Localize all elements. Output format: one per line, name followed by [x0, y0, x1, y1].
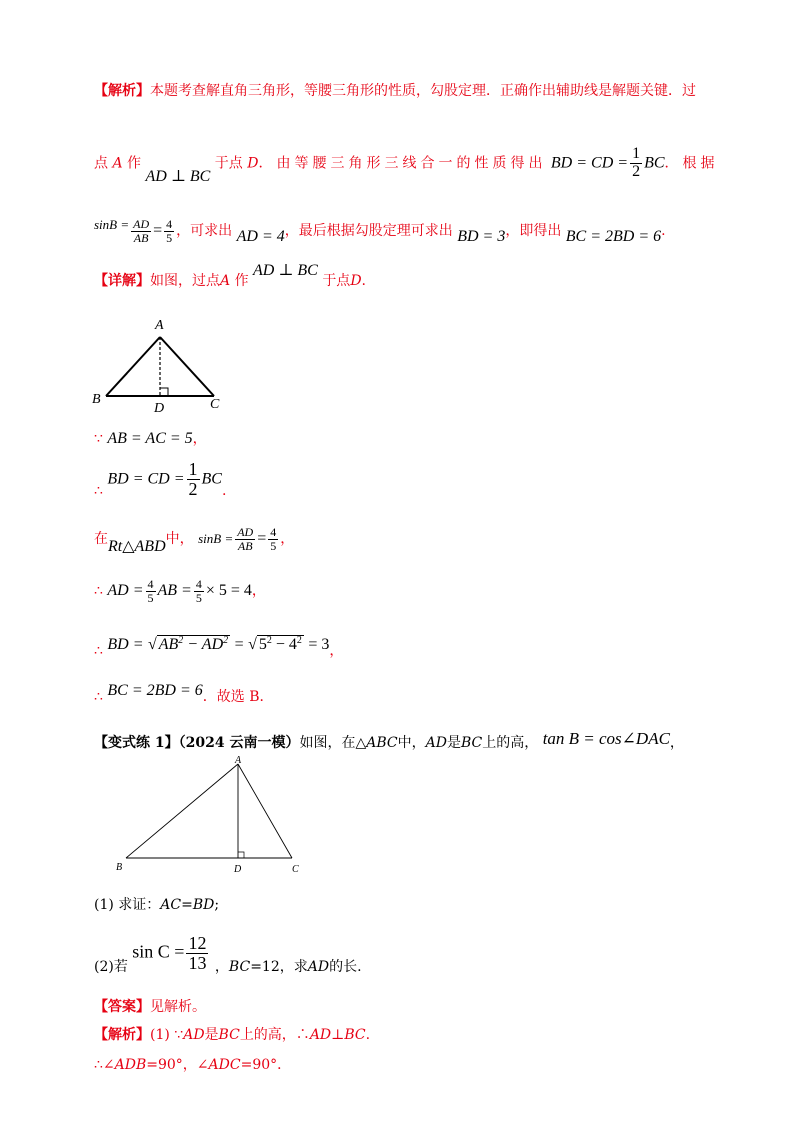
question-2: (2)若 sin C = $\frac{12}{13}$ ，BC=12，求AD的长.	[94, 933, 362, 976]
variant-tag: 【变式练 1】	[94, 735, 179, 751]
step-5: ∴ BD = √ $AB^2 - AD^2$ = √ $5^2 - 4^2 = 3$，	[94, 635, 344, 659]
answer-tag: 【答案】	[94, 999, 150, 1015]
label-a: A	[235, 755, 242, 766]
step-3: 在Rt△ABD中， sinB = $\frac{AD}{AB}$ = $\frac{4}{5}$ ，	[94, 525, 295, 556]
question-1: (1) 求证：AC=BD;	[94, 897, 220, 913]
side-ab	[106, 337, 160, 396]
right-angle-mark	[238, 852, 244, 858]
label-a: A	[155, 318, 164, 333]
fraction-half: $\frac{1}{2}$	[632, 145, 641, 180]
label-b: B	[116, 862, 123, 873]
label-b: B	[92, 392, 101, 407]
side-ab	[126, 764, 238, 858]
side-ac	[160, 337, 214, 396]
step-2: ∴ BD = CD = $\frac{1}{2}$ BC.	[94, 459, 227, 500]
analysis-line-2: 点 A 作 AD ⊥ BC 于点 D．由等腰三角形三线合一的性质得出 BD = CD = $\frac{1}{2}$ BC．根据	[94, 145, 719, 186]
label-d: D	[234, 864, 242, 875]
label-c: C	[292, 864, 299, 875]
label-d: D	[154, 401, 165, 416]
analysis2-line-2: ∴∠ADB=90°，∠ADC=90°．	[94, 1057, 292, 1073]
label-c: C	[210, 397, 220, 412]
step-6: ∴ BC = 2BD = 6．故选 B．	[94, 682, 274, 705]
step-1: ∵ AB = AC = 5，	[94, 430, 207, 447]
answer-line: 【答案】见解析。	[94, 999, 206, 1015]
sqrt-2: √ $5^2 - 4^2$	[248, 635, 302, 653]
detail-line: 【详解】如图，过点A 作 AD ⊥ BC 于点D.	[94, 262, 366, 289]
analysis-line-3: sinB = $\frac{AD}{AB}$ = $\frac{4}{5}$ ，可求出 AD = 4，最后根据勾股定理可求出 BD = 3，即得出 BC = 2BD = 6.	[94, 217, 666, 246]
analysis-tag: 【解析】	[94, 83, 150, 99]
step-4: ∴ AD = $\frac{4}{5}$ AB = $\frac{4}{5}$ × 5 = 4，	[94, 577, 266, 605]
isosceles-triangle-figure	[88, 312, 238, 418]
detail-tag: 【详解】	[94, 273, 150, 289]
analysis2-tag: 【解析】	[94, 1027, 150, 1043]
analysis2-line-1: 【解析】(1) ∵AD是BC上的高，∴AD⊥BC.	[94, 1027, 371, 1043]
right-angle-mark	[160, 388, 168, 396]
sqrt-1: √ $AB^2 - AD^2$	[147, 635, 229, 653]
triangle-abc-figure	[110, 752, 320, 878]
analysis-line-1: 【解析】本题考查解直角三角形，等腰三角形的性质，勾股定理．正确作出辅助线是解题关键．过	[94, 83, 696, 99]
variant-heading: 【变式练 1】（2024 云南一模）如图，在△ABC中，AD是BC上的高， tan B = cos∠DAC，	[94, 729, 684, 751]
side-ac	[238, 764, 292, 858]
perp-formula: AD ⊥ BC	[145, 168, 211, 186]
variant-source: （2024 云南一模）	[178, 735, 300, 751]
